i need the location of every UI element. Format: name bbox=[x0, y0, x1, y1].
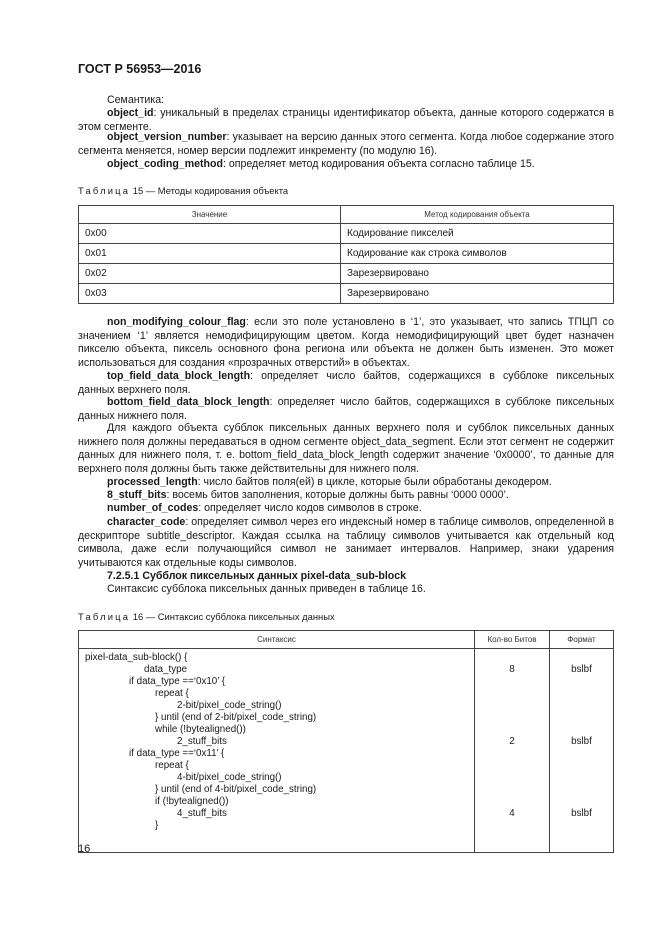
table-row bbox=[79, 284, 614, 304]
bits-value: 2 bbox=[509, 736, 515, 747]
definition: : восемь битов заполнения, которые должны быть равны ‘0000 0000’. bbox=[166, 489, 509, 501]
definition: : определяет число кодов символов в строке. bbox=[198, 502, 422, 514]
definition: : число байтов поля(ей) в цикле, которые были обработаны декодером. bbox=[197, 476, 552, 488]
table-cell: Зарезервировано bbox=[341, 284, 614, 304]
code-line: } until (end of 4-bit/pixel_code_string) bbox=[155, 784, 317, 795]
code-line: if (!bytealigned()) bbox=[155, 796, 229, 807]
column-header: Синтаксис bbox=[79, 631, 475, 649]
bits-value: 8 bbox=[509, 664, 515, 675]
term: bottom_field_data_block_length bbox=[107, 396, 270, 408]
format-value: bslbf bbox=[571, 664, 592, 675]
table-cell: Зарезервировано bbox=[341, 264, 614, 284]
column-header: Кол-во Битов bbox=[475, 631, 550, 649]
paragraph-object-version-number bbox=[78, 131, 614, 158]
table-cell: 0x03 bbox=[79, 284, 341, 304]
code-line: if data_type ==‘0x10’ { bbox=[129, 676, 226, 687]
paragraph-non-modifying-colour-flag bbox=[78, 316, 614, 370]
table15-caption bbox=[78, 185, 288, 196]
table-cell: Кодирование как строка символов bbox=[341, 244, 614, 264]
term: number_of_codes bbox=[107, 502, 199, 514]
term: object_coding_method bbox=[107, 158, 223, 170]
code-line: while (!bytealigned()) bbox=[155, 724, 246, 735]
code-line: 2_stuff_bits bbox=[177, 736, 227, 747]
code-line: pixel-data_sub-block() { bbox=[85, 652, 188, 663]
paragraph-processed-length bbox=[78, 476, 614, 490]
paragraph-field-transmission: Для каждого объекта субблок пиксельных данных верхнего поля и субблок пиксельных данных нижнего поля должны передаваться в одном сегменте object_data_segment. Если этот сегмент не содержит данных для нижнего поля, т. е. bottom_field_data_block_length содержит значение ‘0x0000’, то данные для верхнего поля должны быть также действительны для нижнего поля. bbox=[78, 422, 614, 475]
semantics-title: Семантика: bbox=[107, 94, 165, 106]
term: non_modifying_colour_flag bbox=[107, 316, 246, 328]
code-line: repeat { bbox=[155, 760, 189, 771]
table-15 bbox=[78, 205, 614, 304]
code-line: 2-bit/pixel_code_string() bbox=[177, 700, 282, 711]
table-row bbox=[79, 649, 614, 853]
code-line: } until (end of 2-bit/pixel_code_string) bbox=[155, 712, 317, 723]
caption-text: 15 — Методы кодирования объекта bbox=[130, 185, 289, 196]
section-heading: 7.2.5.1 Субблок пиксельных данных pixel-data_sub-block bbox=[107, 570, 407, 582]
code-line: if data_type ==‘0x11’ { bbox=[129, 748, 225, 759]
table-cell: 0x00 bbox=[79, 224, 341, 244]
caption-text: 16 — Синтаксис субблока пиксельных данных bbox=[130, 611, 335, 622]
code-line: repeat { bbox=[155, 688, 189, 699]
code-line: data_type bbox=[144, 664, 188, 675]
definition: : определяет число байтов, содержащихся в субблоке пиксельных данных верхнего поля. bbox=[78, 370, 614, 396]
term: processed_length bbox=[107, 476, 198, 488]
paragraph-object-coding-method bbox=[78, 158, 614, 172]
paragraph-character-code bbox=[78, 516, 614, 570]
table-cell: 0x01 bbox=[79, 244, 341, 264]
format-value: bslbf bbox=[571, 808, 592, 819]
caption-prefix: Таблица bbox=[78, 185, 131, 196]
code-line: } bbox=[155, 820, 159, 831]
table-header-row bbox=[79, 631, 614, 649]
format-value: bslbf bbox=[571, 736, 592, 747]
definition: : определяет число байтов, содержащихся в субблоке пиксельных данных нижнего поля. bbox=[78, 396, 614, 422]
term: character_code bbox=[107, 516, 186, 528]
table-row bbox=[79, 264, 614, 284]
bits-value: 4 bbox=[509, 808, 515, 819]
term: 8_stuff_bits bbox=[107, 489, 167, 501]
column-header: Значение bbox=[79, 206, 341, 224]
definition: : указывает на версию данных этого сегмента. Когда любое содержание этого сегмента меняется, номер версии подлежит инкременту (по модулю 16). bbox=[78, 131, 614, 157]
document-header: ГОСТ Р 56953—2016 bbox=[78, 62, 202, 76]
code-line: 4-bit/pixel_code_string() bbox=[177, 772, 282, 783]
term: object_id bbox=[107, 107, 154, 119]
table-row bbox=[79, 244, 614, 264]
table-cell: Кодирование пикселей bbox=[341, 224, 614, 244]
paragraph-top-field-length bbox=[78, 370, 614, 397]
definition: : уникальный в пределах страницы идентификатор объекта, данные которого содержатся в этом сегменте. bbox=[78, 107, 614, 133]
term: top_field_data_block_length bbox=[107, 370, 251, 382]
syntax-cell bbox=[79, 649, 475, 853]
table16-caption bbox=[78, 611, 335, 622]
code-line: 4_stuff_bits bbox=[177, 808, 227, 819]
format-cell bbox=[550, 649, 614, 853]
paragraph-bottom-field-length bbox=[78, 396, 614, 423]
caption-prefix: Таблица bbox=[78, 611, 131, 622]
bits-cell bbox=[475, 649, 550, 853]
table-cell: 0x02 bbox=[79, 264, 341, 284]
paragraph-8-stuff-bits bbox=[78, 489, 614, 503]
paragraph-number-of-codes bbox=[78, 502, 614, 516]
term: object_version_number bbox=[107, 131, 227, 143]
column-header: Метод кодирования объекта bbox=[341, 206, 614, 224]
table-header-row bbox=[79, 206, 614, 224]
paragraph-table16-intro: Синтаксис субблока пиксельных данных приведен в таблице 16. bbox=[107, 583, 426, 595]
page-number: 16 bbox=[78, 843, 91, 855]
column-header: Формат bbox=[550, 631, 614, 649]
table-16 bbox=[78, 630, 614, 853]
table-row bbox=[79, 224, 614, 244]
definition: : определяет метод кодирования объекта согласно таблице 15. bbox=[222, 158, 535, 170]
definition: : если это поле установлено в ‘1’, это указывает, что запись ТПЦП со значением ‘1’ является немодифицирующим цветом. Когда немодифицирующий цвет будет назначен пикселю объекта, пиксель основного фона региона или объекта не должен быть изменен. Это может использоваться для создания «прозрачных отверстий» в объектах. bbox=[78, 316, 614, 369]
definition: : определяет символ через его индексный номер в таблице символов, определенной в дескрипторе subtitle_descriptor. Каждая ссылка на таблицу символов учитывается как отдельный код символа, даже если получающийся символ не занимает интервалов. Например, знаки ударения учитываются как отдельные коды символов. bbox=[78, 516, 614, 569]
